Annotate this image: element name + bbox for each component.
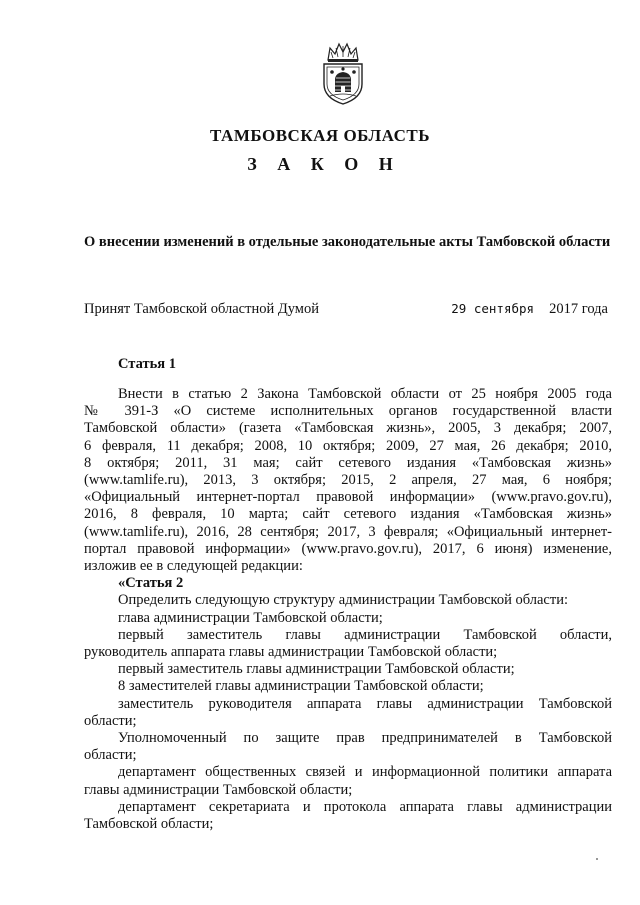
article-1-heading: Статья 1 (118, 356, 176, 372)
structure-line: 8 заместителей главы администрации Тамбовской области; (118, 678, 484, 695)
tambov-coat-of-arms-icon (318, 40, 368, 106)
structure-line: первый заместитель главы администрации Тамбовской области, (118, 626, 612, 643)
body-line: «Официальный интернет-портал правовой информации» (www.pravo.gov.ru), (84, 489, 612, 506)
structure-line: заместитель руководителя аппарата главы администрации Тамбовской (118, 695, 612, 712)
structure-line: департамент секретариата и протокола аппарата главы администрации (118, 798, 612, 815)
structure-line: главы администрации Тамбовской области; (84, 781, 353, 798)
adoption-label: Принят Тамбовской областной Думой (84, 301, 319, 317)
structure-line: глава администрации Тамбовской области; (118, 609, 383, 626)
quoted-article-2-heading: «Статья 2 (118, 575, 184, 592)
region-heading: ТАМБОВСКАЯ ОБЛАСТЬ (210, 126, 430, 145)
body-line: 8 октября; 2011, 31 мая; сайт сетевого издания «Тамбовская жизнь» (84, 454, 612, 471)
adoption-line (84, 301, 608, 318)
body-line: 2016, 8 февраля, 10 марта; сайт сетевого издания «Тамбовская жизнь» (84, 506, 612, 523)
body-line: № 391-З «О системе исполнительных органов государственной власти (84, 403, 612, 420)
adoption-date-year: 2017 года (549, 301, 608, 317)
body-line: (www.tamlife.ru), 2016, 28 сентября; 2017, 3 февраля; «Официальный интернет- (84, 523, 612, 540)
adoption-date-day-month: 29 сентября (451, 301, 535, 316)
body-line: Внести в статью 2 Закона Тамбовской области от 25 ноября 2005 года (118, 386, 612, 402)
body-line: Тамбовской области» (газета «Тамбовская жизнь», 2005, 3 декабря; 2007, (84, 420, 612, 437)
law-title: О внесении изменений в отдельные законодательные акты Тамбовской области (84, 234, 611, 250)
structure-line: руководитель аппарата главы администрации Тамбовской области; (84, 644, 498, 661)
body-line: (www.tamlife.ru), 2013, 3 октября; 2015, 2 апреля, 27 мая, 6 ноября; (84, 472, 612, 489)
structure-line: области; (84, 712, 137, 729)
adoption-date (451, 301, 608, 318)
structure-line: первый заместитель главы администрации Тамбовской области; (118, 661, 515, 678)
body-line: 6 февраля, 11 декабря; 2008, 10 октября; 2009, 27 мая, 26 декабря; 2010, (84, 437, 612, 454)
scan-speck (596, 858, 598, 860)
body-line: портал правовой информации» (www.pravo.gov.ru), 2017, 6 июня) изменение, (84, 540, 612, 557)
structure-line: Определить следующую структуру администрации Тамбовской области: (118, 592, 568, 609)
structure-line: департамент общественных связей и информационной политики аппарата (118, 764, 612, 781)
body-line: изложив ее в следующей редакции: (84, 558, 303, 575)
structure-line: Уполномоченный по защите прав предпринимателей в Тамбовской (118, 730, 612, 747)
article-1-body (84, 386, 612, 833)
document-type-heading: З А К О Н (247, 154, 401, 174)
structure-line: области; (84, 747, 137, 764)
structure-line: Тамбовской области; (84, 816, 214, 833)
